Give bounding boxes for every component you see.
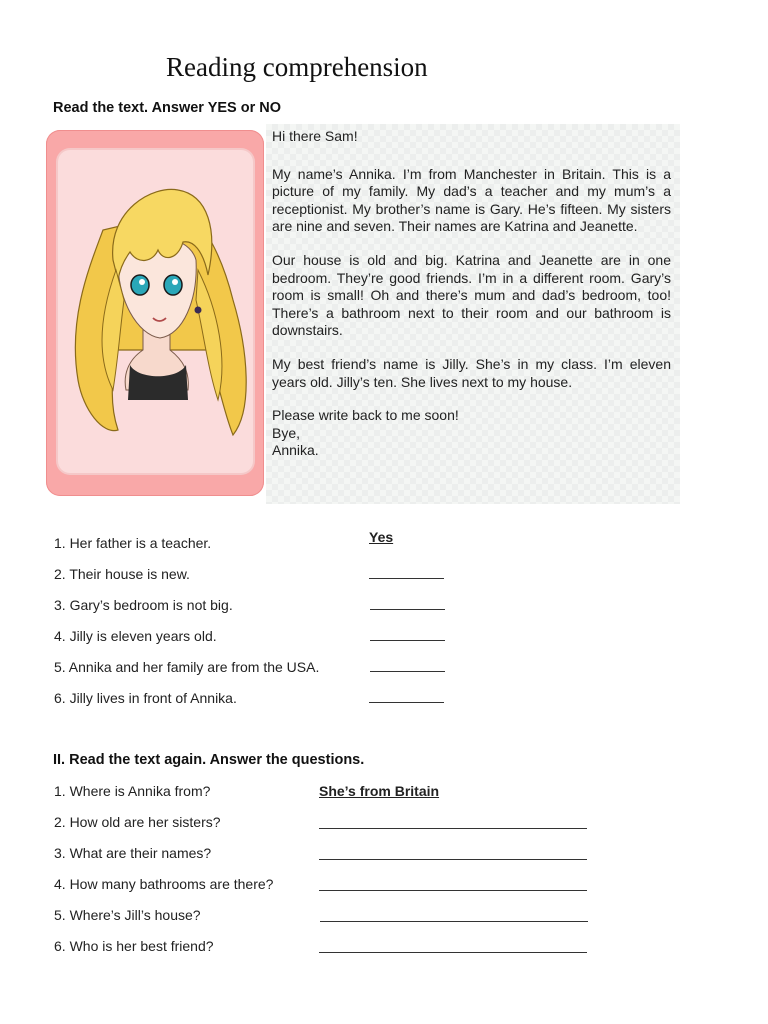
part2-answer-4-blank[interactable] [319,890,587,891]
instruction-yes-no: Read the text. Answer YES or NO [53,100,282,116]
part1-question-2: 2. Their house is new. [54,566,190,582]
part1-answer-4-blank[interactable] [370,640,445,641]
closing-line-2: Bye, [272,424,301,441]
part1-answer-3-blank[interactable] [370,609,445,610]
part2-answer-3-blank[interactable] [319,859,587,860]
part2-question-3: 3. What are their names? [54,845,212,861]
part2-answer-2-blank[interactable] [319,828,587,829]
part1-question-3: 3. Gary’s bedroom is not big. [54,597,233,613]
part1-question-4: 4. Jilly is eleven years old. [54,628,217,644]
part1-answer-1: Yes [369,529,394,545]
part1-answer-5-blank[interactable] [370,671,445,672]
page-title: Reading comprehension [166,52,428,82]
part1-question-5: 5. Annika and her family are from the USA. [54,659,320,675]
picture-card-inner [58,150,253,473]
part2-question-6: 6. Who is her best friend? [54,938,214,954]
part2-answer-1: She’s from Britain [319,783,440,799]
letter-greeting: Hi there Sam! [272,128,358,144]
letter-paragraph-2: Our house is old and big. Katrina and Jeanette are in one bedroom. They’re good friends. I’m in a different room. Gary’s room is small! Oh and there’s mum and dad’s bedroom, too! There’s a bathroom next to their room and our bathroom is downstairs. [272,251,671,339]
part2-answer-6-blank[interactable] [319,952,587,953]
part2-question-1: 1. Where is Annika from? [54,783,211,799]
letter-paragraph-3: My best friend’s name is Jilly. She’s in my class. I’m eleven years old. Jilly’s ten. She lives next to my house. [272,355,671,390]
closing-line-1: Please write back to me soon! [272,407,459,424]
part1-question-1: 1. Her father is a teacher. [54,535,212,551]
letter-paragraph-1: My name’s Annika. I’m from Manchester in Britain. This is a picture of my family. My dad’s a teacher and my mum’s a receptionist. My brother’s name is Gary. He’s fifteen. My sisters are nine and seven. Their names are Katrina and Jeanette. [272,165,671,235]
part2-question-5: 5. Where’s Jill’s house? [54,907,201,923]
part2-question-4: 4. How many bathrooms are there? [54,876,274,892]
closing-line-3: Annika. [272,442,319,459]
girl-illustration [58,150,253,473]
part1-answer-6-blank[interactable] [369,702,444,703]
picture-card [46,130,264,496]
part2-question-2: 2. How old are her sisters? [54,814,221,830]
instruction-questions: II. Read the text again. Answer the questions. [53,752,365,768]
letter-text [272,128,671,460]
part1-answer-2-blank[interactable] [369,578,444,579]
letter-closing [272,407,671,460]
part1-question-6: 6. Jilly lives in front of Annika. [54,690,237,706]
part2-answer-5-blank[interactable] [320,921,588,922]
